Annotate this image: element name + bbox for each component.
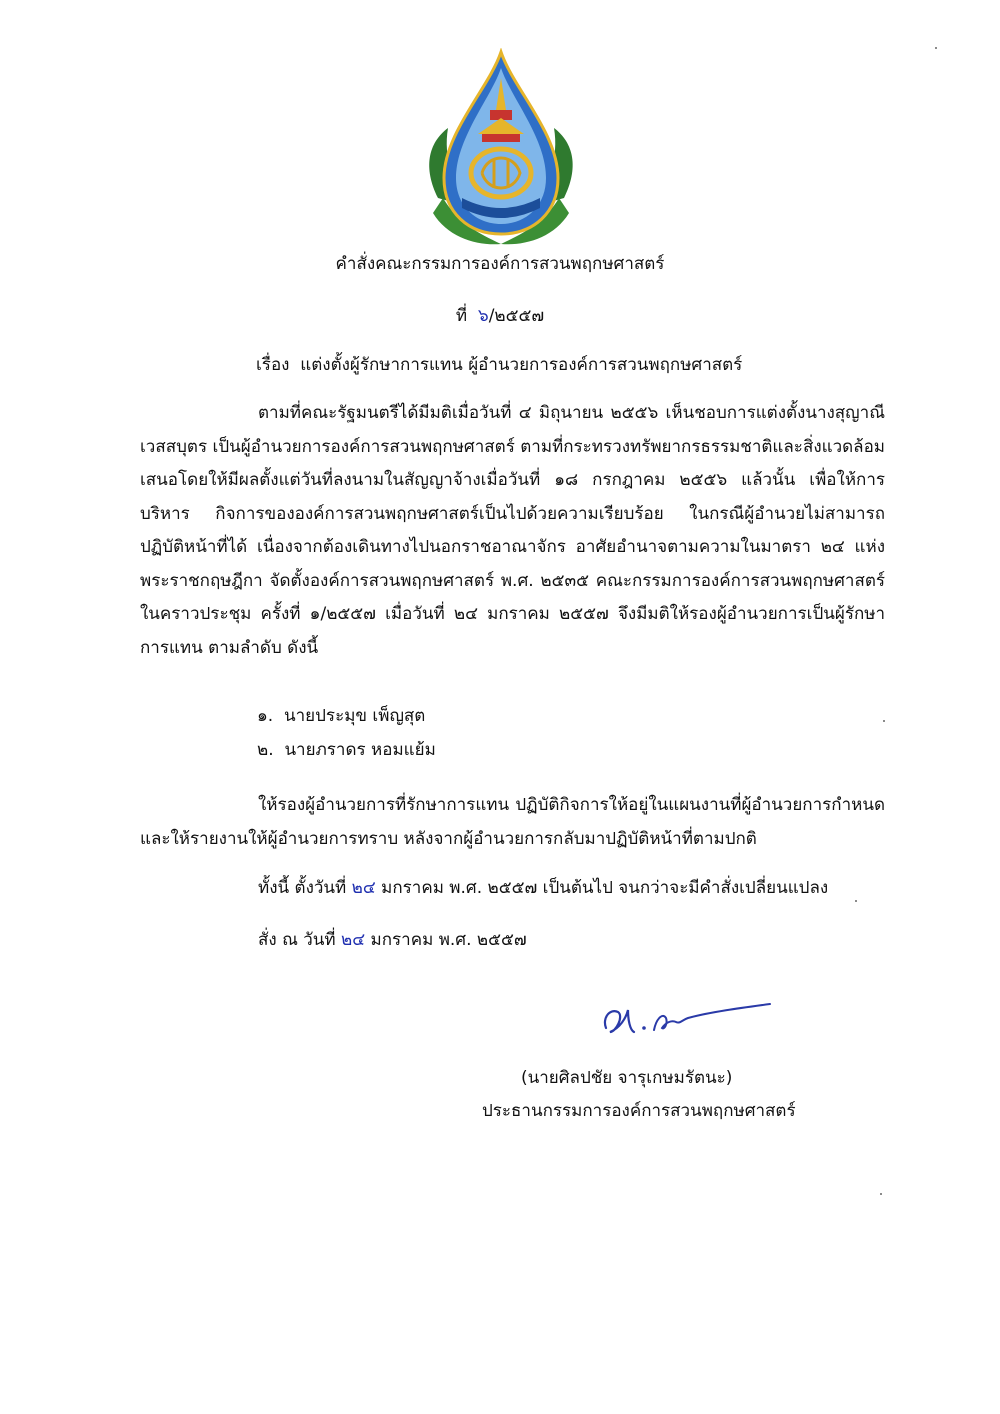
handwritten-signature <box>600 998 775 1043</box>
order-number-prefix: ที่ <box>455 306 468 326</box>
ordered-text-after: มกราคม พ.ศ. ๒๕๕๗ <box>370 930 527 950</box>
subject-text: แต่งตั้งผู้รักษาการแทน ผู้อำนวยการองค์การสวนพฤกษศาสตร์ <box>300 355 743 375</box>
subject-line <box>256 354 742 376</box>
list-item-number: ๑. <box>257 706 274 726</box>
list-item-name: นายประมุข เพ็ญสุต <box>284 706 426 726</box>
body-paragraph: ตามที่คณะรัฐมนตรีได้มีมติเมื่อวันที่ ๔ มิถุนายน ๒๕๕๖ เห็นชอบการแต่งตั้งนางสุญาณี เวสสบุตร เป็นผู้อำนวยการองค์การสวนพฤกษศาสตร์ ตามที่กระทรวงทรัพยากรธรรมชาติและสิ่งแวดล้อม เสนอโดยให้มีผลตั้งแต่วันที่ลงนามในสัญญาจ้างเมื่อวันที่ ๑๘ กรกฎาคม ๒๕๕๖ แล้วนั้น เพื่อให้การบริหาร กิจการขององค์การสวนพฤกษศาสตร์เป็นไปด้วยความเรียบร้อย ในกรณีผู้อำนวยไม่สามารถปฏิบัติหน้าที่ได้ เนื่องจากต้องเดินทางไปนอกราชอาณาจักร อาศัยอำนาจตามความในมาตรา ๒๔ แห่งพระราชกฤษฎีกา จัดตั้งองค์การสวนพฤกษศาสตร์ พ.ศ. ๒๕๓๕ คณะกรรมการองค์การสวนพฤกษศาสตร์ ในคราวประชุม ครั้งที่ ๑/๒๕๕๗ เมื่อวันที่ ๒๔ มกราคม ๒๕๕๗ จึงมีมติให้รองผู้อำนวยการเป็นผู้รักษาการแทน ตามลำดับ ดังนี้ <box>140 403 885 658</box>
list-item-number: ๒. <box>257 740 274 760</box>
effective-text-before: ทั้งนี้ ตั้งวันที่ <box>258 878 347 898</box>
order-number <box>0 305 1000 327</box>
effective-date-line <box>258 877 828 899</box>
instruction-paragraph: ให้รองผู้อำนวยการที่รักษาการแทน ปฏิบัติกิจการให้อยู่ในแผนงานที่ผู้อำนวยการกำหนด และให้รายงานให้ผู้อำนวยการทราบ หลังจากผู้อำนวยการกลับมาปฏิบัติหน้าที่ตามปกติ <box>140 795 885 849</box>
organization-emblem <box>418 48 584 248</box>
scan-speck <box>883 720 885 722</box>
scan-speck <box>935 47 937 49</box>
list-item <box>257 739 436 761</box>
signatory-name: (นายศิลปชัย จารุเกษมรัตนะ) <box>521 1068 733 1088</box>
signature-icon <box>600 998 775 1043</box>
signatory-position: ประธานกรรมการองค์การสวนพฤกษศาสตร์ <box>482 1101 796 1121</box>
list-item <box>257 705 425 727</box>
scan-speck <box>880 1193 882 1195</box>
emblem-icon <box>418 48 584 248</box>
order-number-handwritten: ๖ <box>477 306 489 326</box>
scan-speck <box>855 900 857 902</box>
order-number-suffix: /๒๕๕๗ <box>488 306 545 326</box>
list-item-name: นายภราดร หอมแย้ม <box>284 740 436 760</box>
subject-label: เรื่อง <box>256 355 290 375</box>
ordered-text-before: สั่ง ณ วันที่ <box>258 930 336 950</box>
document-heading: คำสั่งคณะกรรมการองค์การสวนพฤกษศาสตร์ <box>335 254 665 274</box>
effective-day-handwritten: ๒๔ <box>351 878 376 898</box>
ordered-day-handwritten: ๒๔ <box>341 930 366 950</box>
ordered-date-line <box>258 929 527 951</box>
effective-text-after: มกราคม พ.ศ. ๒๕๕๗ เป็นต้นไป จนกว่าจะมีคำสั่งเปลี่ยนแปลง <box>381 878 829 898</box>
